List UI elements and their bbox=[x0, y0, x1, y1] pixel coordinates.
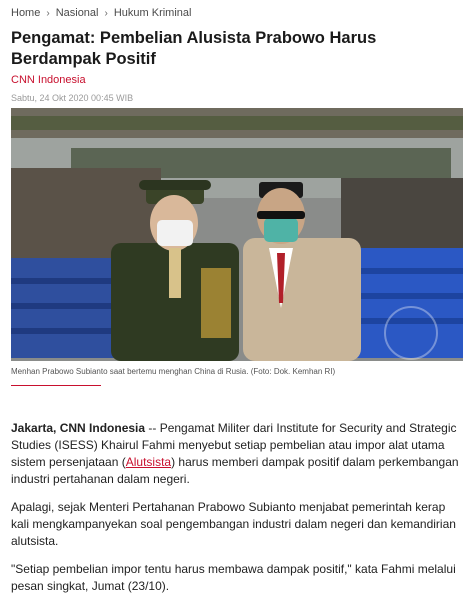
photo-caption: Menhan Prabowo Subianto saat bertemu menghan China di Rusia. (Foto: Dok. Kemhan RI) bbox=[11, 367, 336, 376]
article-body bbox=[11, 420, 466, 606]
chevron-right-icon: › bbox=[104, 7, 108, 19]
article-paragraph-2: Apalagi, sejak Menteri Pertahanan Prabowo Subianto menjabat pemerintah kerap kali mengkampanyekan soal pengembangan industri dalam negeri dan kemandirian alutsista. bbox=[11, 500, 456, 548]
breadcrumb-nasional-link[interactable]: Nasional bbox=[55, 7, 99, 19]
article-photo bbox=[11, 108, 463, 361]
article-title: Pengamat: Pembelian Alusista Prabowo Harus Berdampak Positif bbox=[11, 29, 377, 68]
dateline: Jakarta, CNN Indonesia bbox=[11, 421, 146, 435]
paragraph-text: -- Pengamat Militer dari Institute for Security and Strategic Studies (ISESS) Khairul Fahmi menyebut setiap pembelian atau impor alat utama sistem persenjataan ( bbox=[11, 421, 457, 469]
article-date: Sabtu, 24 Okt 2020 00:45 WIB bbox=[11, 93, 134, 103]
article-paragraph-3: "Setiap pembelian impor tentu harus membawa dampak positif," kata Fahmi melalui pesan singkat, Jumat (23/10). bbox=[11, 562, 456, 593]
keyword-link-alutsista[interactable]: Alutsista bbox=[125, 455, 172, 469]
breadcrumb-hukum-kriminal-link[interactable]: Hukum Kriminal bbox=[113, 7, 192, 19]
paragraph-text: ) harus memberi dampak positif dalam perkembangan industri pertahanan dalam negeri. bbox=[11, 455, 459, 486]
article-paragraph-1 bbox=[11, 420, 466, 488]
chevron-right-icon: › bbox=[46, 7, 50, 19]
breadcrumb bbox=[11, 7, 191, 19]
breadcrumb-home-link[interactable]: Home bbox=[11, 7, 41, 19]
article-source[interactable]: CNN Indonesia bbox=[11, 74, 86, 86]
caption-divider bbox=[11, 385, 101, 386]
